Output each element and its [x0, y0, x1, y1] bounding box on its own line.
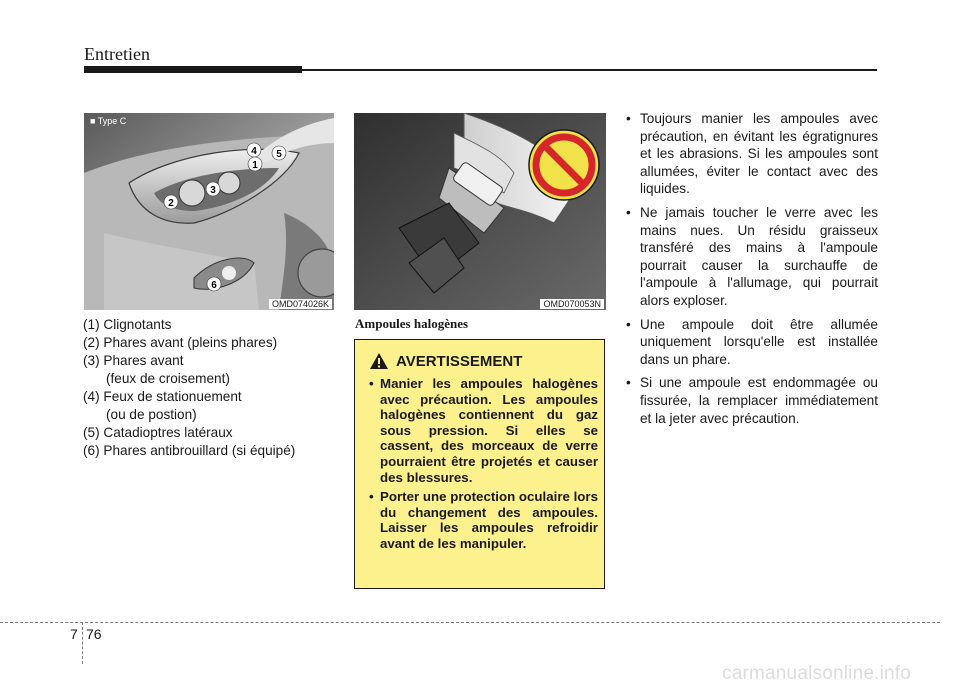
list-item: (5) Catadioptres latéraux	[83, 425, 233, 440]
callout-label: 4	[251, 146, 257, 157]
list-item: (3) Phares avant (feux de croisement)	[83, 353, 230, 386]
precaution-bullet: • Si une ampoule est endommagée ou fissurée, la remplacer immédiatement et la jeter avec précaution.	[626, 374, 878, 427]
page-number: 76	[86, 626, 102, 642]
bulb-illustration	[354, 113, 606, 310]
callout-label: 2	[168, 198, 174, 209]
list-item: (1) Clignotants	[83, 317, 172, 332]
precautions-list	[626, 110, 878, 433]
list-item: (2) Phares avant (pleins phares)	[83, 335, 278, 350]
callout-label: 3	[210, 185, 216, 196]
chapter-number: 7	[70, 626, 78, 642]
callout-label: 6	[211, 280, 217, 291]
headlamp-illustration	[84, 113, 334, 310]
section-header: Entretien	[84, 44, 150, 64]
headlamp-figure	[84, 113, 334, 310]
footer-rule	[0, 622, 940, 623]
warning-box	[354, 339, 605, 589]
section-caption: Ampoules halogènes	[355, 316, 469, 331]
list-item: (6) Phares antibrouillard (si équipé)	[83, 443, 296, 458]
precaution-bullet: • Toujours manier les ampoules avec précaution, en évitant les égratignures et les abrasions. Si les ampoules sont allumées, éviter le contact avec des liquides.	[626, 110, 878, 198]
callout-label: 5	[276, 149, 282, 160]
list-item: (4) Feux de stationuement (ou de postion)	[83, 389, 242, 422]
component-list	[83, 316, 343, 460]
figure-type-label: ■ Type C	[90, 116, 127, 126]
header-rule-thin	[302, 69, 877, 71]
warning-bullet: • Manier les ampoules halogènes avec précaution. Les ampoules halogènes contiennent du gaz sous pression. Si elles se cassent, des morceaux de verre pourraient être projetés et causer des blessures.	[369, 376, 598, 485]
watermark: carmanualsonline.info	[722, 663, 912, 684]
footer-divider	[82, 622, 83, 664]
warning-icon	[369, 352, 389, 370]
warning-header	[369, 352, 522, 370]
warning-bullet: • Porter une protection oculaire lors du changement des ampoules. Laisser les ampoules refroidir avant de les manipuler.	[369, 489, 598, 551]
header-rule-thick	[84, 66, 302, 73]
figure-code: OMD074026K	[269, 299, 332, 309]
bulb-figure	[354, 113, 606, 310]
warning-body	[369, 376, 598, 556]
figure-code: OMD070053N	[540, 299, 604, 309]
warning-title: AVERTISSEMENT	[396, 352, 523, 370]
precaution-bullet: • Ne jamais toucher le verre avec les mains nues. Un résidu graisseux transféré des mains à l'ampoule pourrait causer la surchauffe de l'ampoule à l'allumage, qui pourrait alors exploser.	[626, 204, 878, 310]
precaution-bullet: • Une ampoule doit être allumée uniquement lorsqu'elle est installée dans un phare.	[626, 316, 878, 369]
callout-label: 1	[252, 160, 258, 171]
